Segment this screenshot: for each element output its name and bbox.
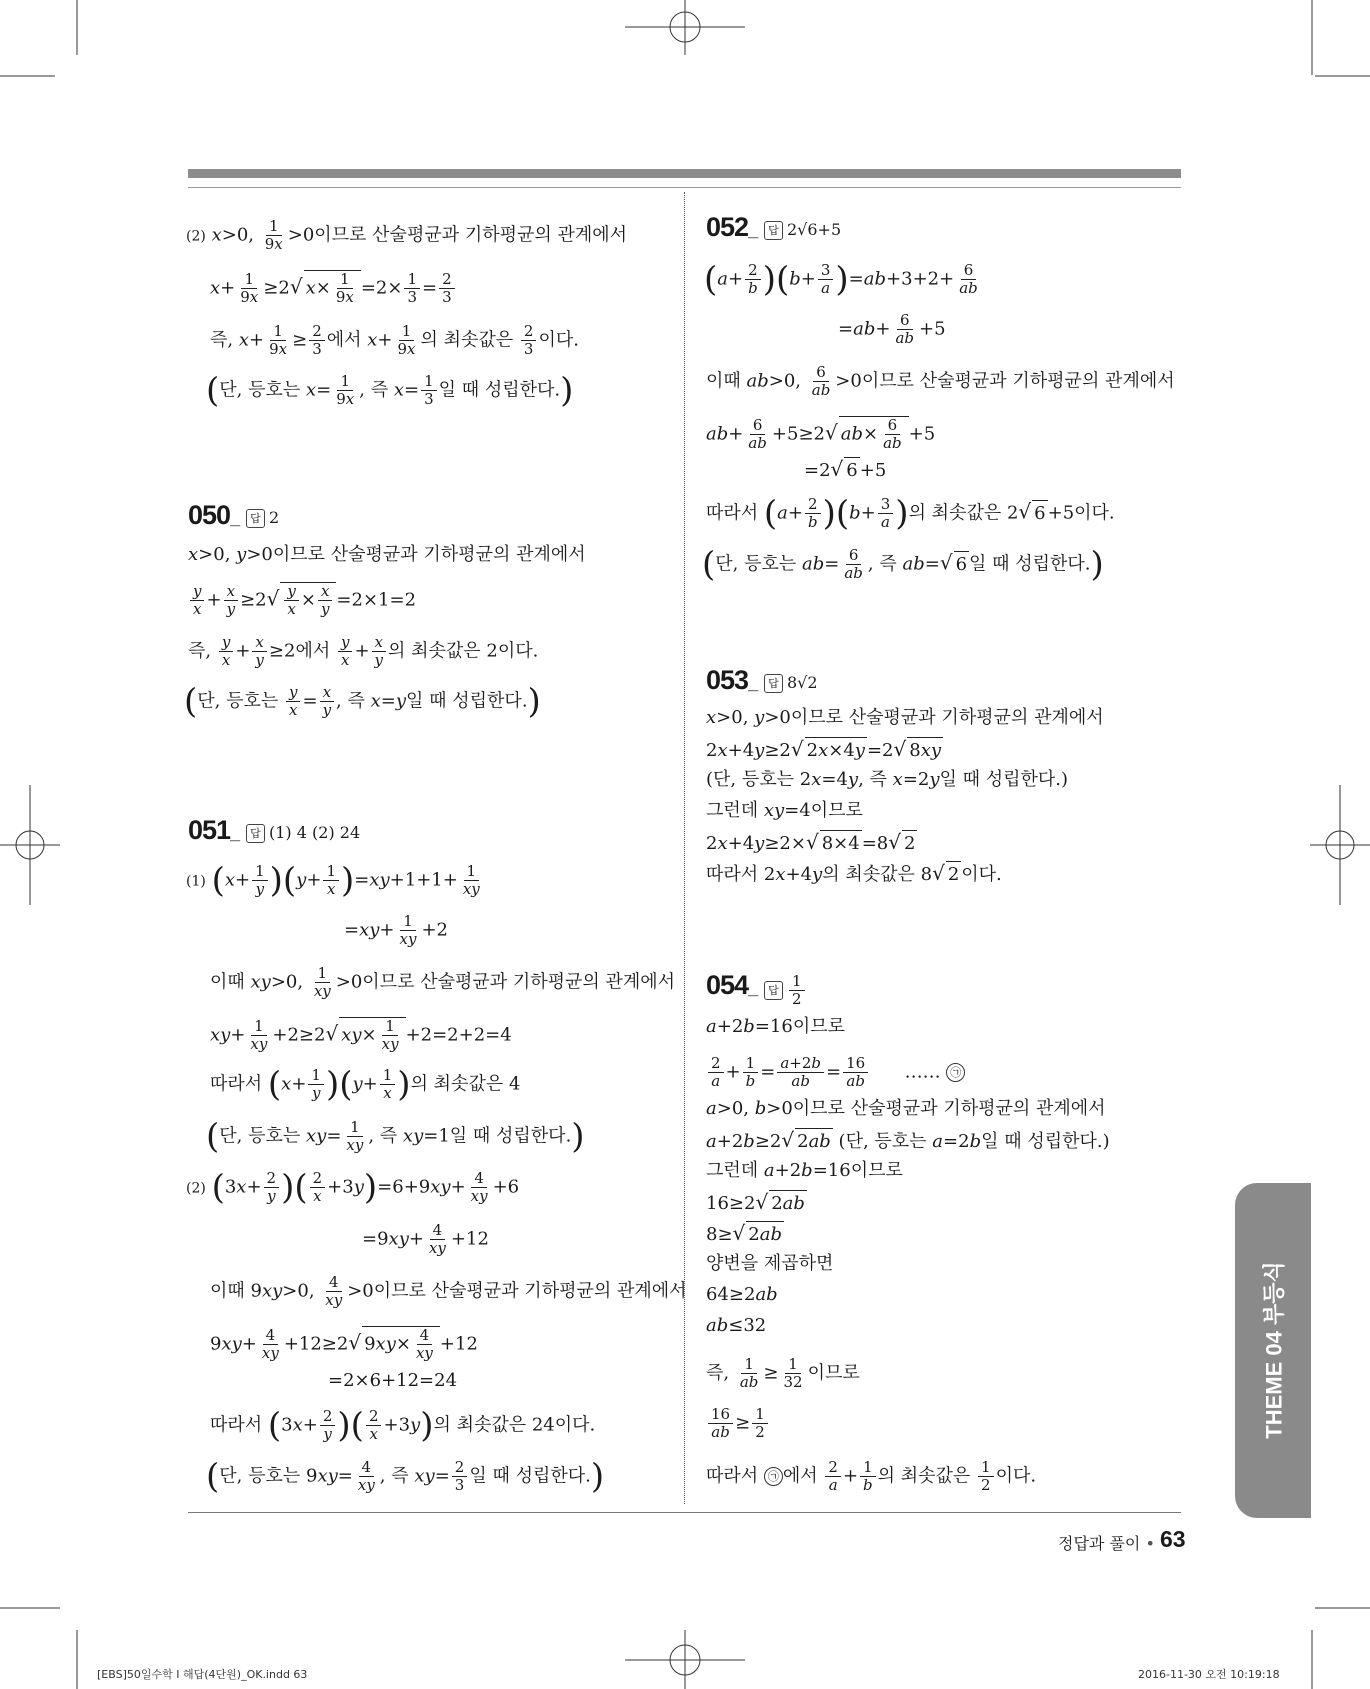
line-051-1-expand: (1) (x+ $\frac{1}{y}$ )(y+ $\frac{1}{x}$ )=xy+1+1+ $\frac{1}{xy}$ bbox=[186, 860, 480, 901]
line-054-given2: 그런데 a+2b=16이므로 bbox=[706, 1160, 903, 1181]
line-050-cond: x>0, y>0이므로 산술평균과 기하평균의 관계에서 bbox=[188, 544, 586, 565]
line-051-2-min: 따라서 (3x+ $\frac{2}{y}$ )( $\frac{2}{x}$ +3y)의 최솟값은 24이다. bbox=[210, 1405, 596, 1446]
problem-051-number: 051_ bbox=[188, 815, 240, 845]
slug-date: 2016-11-30 오전 10:19:18 bbox=[1138, 1668, 1280, 1681]
line-049-2-eq: (단, 등호는 x= $\frac{1}{9x}$ , 즉 x= $\frac{1}{3}$ 일 때 성립한다.) bbox=[206, 370, 574, 411]
problem-053-number: 053_ bbox=[706, 665, 758, 695]
line-051-1-min: 따라서 (x+ $\frac{1}{y}$ )(y+ $\frac{1}{x}$ )의 최솟값은 4 bbox=[210, 1064, 521, 1105]
problem-050-number: 050_ bbox=[188, 500, 240, 530]
line-049-2-cond: (2) x>0, $\frac{1}{9x}$ >0이므로 산술평균과 기하평균의 관계에서 bbox=[186, 217, 628, 253]
line-054-square: 양변을 제곱하면 bbox=[706, 1253, 834, 1274]
line-054-cond: a>0, b>0이므로 산술평균과 기하평균의 관계에서 bbox=[706, 1098, 1106, 1119]
line-050-ineq: $\frac{y}{x}$ + $\frac{x}{y}$ ≥2√ $\frac{y}{x}$ × $\frac{x}{y}$ =2×1=2 bbox=[188, 582, 416, 618]
line-051-1-simplify: =xy+ $\frac{1}{xy}$ +2 bbox=[344, 912, 448, 948]
line-052-eq: (단, 등호는 ab= $\frac{6}{ab}$ , 즉 ab=√ 6 일 때 성립한다.) bbox=[702, 544, 1104, 585]
line-050-min: 즉, $\frac{y}{x}$ + $\frac{x}{y}$ ≥2에서 $\frac{y}{x}$ + $\frac{x}{y}$ 의 최솟값은 2이다. bbox=[188, 633, 539, 669]
line-054-min: 따라서 ㉠ 에서 $\frac{2}{a}$ + $\frac{1}{b}$ 의 최솟값은 $\frac{1}{2}$ 이다. bbox=[706, 1458, 1037, 1494]
line-054-step3: 64≥2ab bbox=[706, 1284, 778, 1305]
slug-file: [EBS]50일수학 I 해답(4단원)_OK.indd 63 bbox=[97, 1668, 308, 1681]
problem-051-answer: 답 (1) 4 (2) 24 bbox=[244, 823, 360, 843]
line-052-simplify: =ab+ $\frac{6}{ab}$ +5 bbox=[838, 311, 946, 347]
line-054-step1: 16≥2√ 2ab bbox=[706, 1189, 807, 1217]
line-051-2-ineq: 9xy+ $\frac{4}{xy}$ +12≥2√ 9xy× $\frac{4}{xy}$ +12 bbox=[210, 1326, 478, 1362]
line-053-given: 그런데 xy=4이므로 bbox=[706, 800, 863, 821]
line-052-min: 따라서 (a+ $\frac{2}{b}$ )(b+ $\frac{3}{a}$ )의 최솟값은 2√ 6 +5이다. bbox=[706, 493, 1115, 534]
page-number: 63 bbox=[1160, 1526, 1186, 1552]
line-054-recip: 즉, $\frac{1}{ab}$ ≥ $\frac{1}{32}$ 이므로 bbox=[706, 1355, 860, 1391]
line-052-expand: (a+ $\frac{2}{b}$ )(b+ $\frac{3}{a}$ )=ab+3+2+ $\frac{6}{ab}$ bbox=[704, 259, 978, 300]
problem-054-answer: 답 $\frac{1}{2}$ bbox=[762, 973, 807, 1008]
line-050-eq: (단, 등호는 $\frac{y}{x}$ = $\frac{x}{y}$ , 즉 x=y일 때 성립한다.) bbox=[184, 681, 541, 722]
line-053-ineq: 2x+4y≥2√ 2x×4y =2√ 8xy bbox=[706, 736, 943, 764]
line-054-step4: ab≤32 bbox=[706, 1315, 767, 1336]
bottom-rule bbox=[188, 1512, 1181, 1513]
footer-label: 정답과 풀이 • bbox=[1058, 1534, 1155, 1553]
line-053-min: 따라서 2x+4y의 최솟값은 8√ 2 이다. bbox=[706, 860, 1002, 888]
line-051-2-expand: (2) (3x+ $\frac{2}{y}$ )( $\frac{2}{x}$ +3y)=6+9xy+ $\frac{4}{xy}$ +6 bbox=[186, 1167, 520, 1208]
line-051-2-eq: (단, 등호는 9xy= $\frac{4}{xy}$ , 즉 xy= $\frac{2}{3}$ 일 때 성립한다.) bbox=[206, 1456, 605, 1497]
line-054-given: a+2b=16이므로 bbox=[706, 1016, 845, 1037]
problem-053-answer: 답 8√2 bbox=[762, 673, 818, 693]
line-052-cond: 이때 ab>0, $\frac{6}{ab}$ >0이므로 산술평균과 기하평균의 관계에서 bbox=[706, 363, 1175, 399]
line-054-ineq: a+2b≥2√ 2ab (단, 등호는 a=2b일 때 성립한다.) bbox=[706, 1127, 1110, 1155]
line-051-1-cond: 이때 xy>0, $\frac{1}{xy}$ >0이므로 산술평균과 기하평균의 관계에서 bbox=[210, 964, 676, 1000]
line-052-calc: =2√ 6 +5 bbox=[804, 456, 886, 484]
problem-054-number: 054_ bbox=[706, 970, 758, 1000]
line-053-calc: 2x+4y≥2×√ 8×4 =8√ 2 bbox=[706, 829, 917, 857]
line-051-2-cond: 이때 9xy>0, $\frac{4}{xy}$ >0이므로 산술평균과 기하평균의 관계에서 bbox=[210, 1273, 687, 1309]
line-054-step2: 8≥√ 2ab bbox=[706, 1220, 784, 1248]
theme-tab-label: THEME 04 부등식 bbox=[1261, 1261, 1287, 1439]
line-051-2-calc: =2×6+12=24 bbox=[328, 1370, 458, 1391]
problem-052-number: 052_ bbox=[706, 212, 758, 242]
line-054-frac: $\frac{2}{a}$ + $\frac{1}{b}$ = $\frac{a+2b}{ab}$ = $\frac{16}{ab}$ …… ㉠ bbox=[706, 1055, 965, 1090]
line-051-1-ineq: xy+ $\frac{1}{xy}$ +2≥2√ xy× $\frac{1}{xy}$ +2=2+2=4 bbox=[210, 1017, 512, 1053]
header-rule bbox=[188, 187, 1181, 188]
line-049-2-ineq: x+ $\frac{1}{9x}$ ≥2√ x× $\frac{1}{9x}$ =2× $\frac{1}{3}$ = $\frac{2}{3}$ bbox=[210, 270, 457, 306]
line-052-ineq: ab+ $\frac{6}{ab}$ +5≥2√ ab× $\frac{6}{ab}$ +5 bbox=[706, 416, 936, 452]
line-053-eq: (단, 등호는 2x=4y, 즉 x=2y일 때 성립한다.) bbox=[706, 769, 1069, 790]
line-049-2-min: 즉, x+ $\frac{1}{9x}$ ≥ $\frac{2}{3}$ 에서 x+ $\frac{1}{9x}$ 의 최솟값은 $\frac{2}{3}$ 이다. bbox=[210, 322, 579, 358]
problem-050-answer: 답 2 bbox=[244, 508, 279, 528]
line-051-1-eq: (단, 등호는 xy= $\frac{1}{xy}$ , 즉 xy=1일 때 성립한다.) bbox=[206, 1116, 585, 1157]
problem-052-answer: 답 2√6+5 bbox=[762, 220, 841, 240]
line-053-cond: x>0, y>0이므로 산술평균과 기하평균의 관계에서 bbox=[706, 707, 1104, 728]
line-054-step5: $\frac{16}{ab}$ ≥ $\frac{1}{2}$ bbox=[706, 1406, 770, 1441]
header-bar bbox=[188, 169, 1181, 178]
line-051-2-simplify: =9xy+ $\frac{4}{xy}$ +12 bbox=[362, 1221, 489, 1257]
